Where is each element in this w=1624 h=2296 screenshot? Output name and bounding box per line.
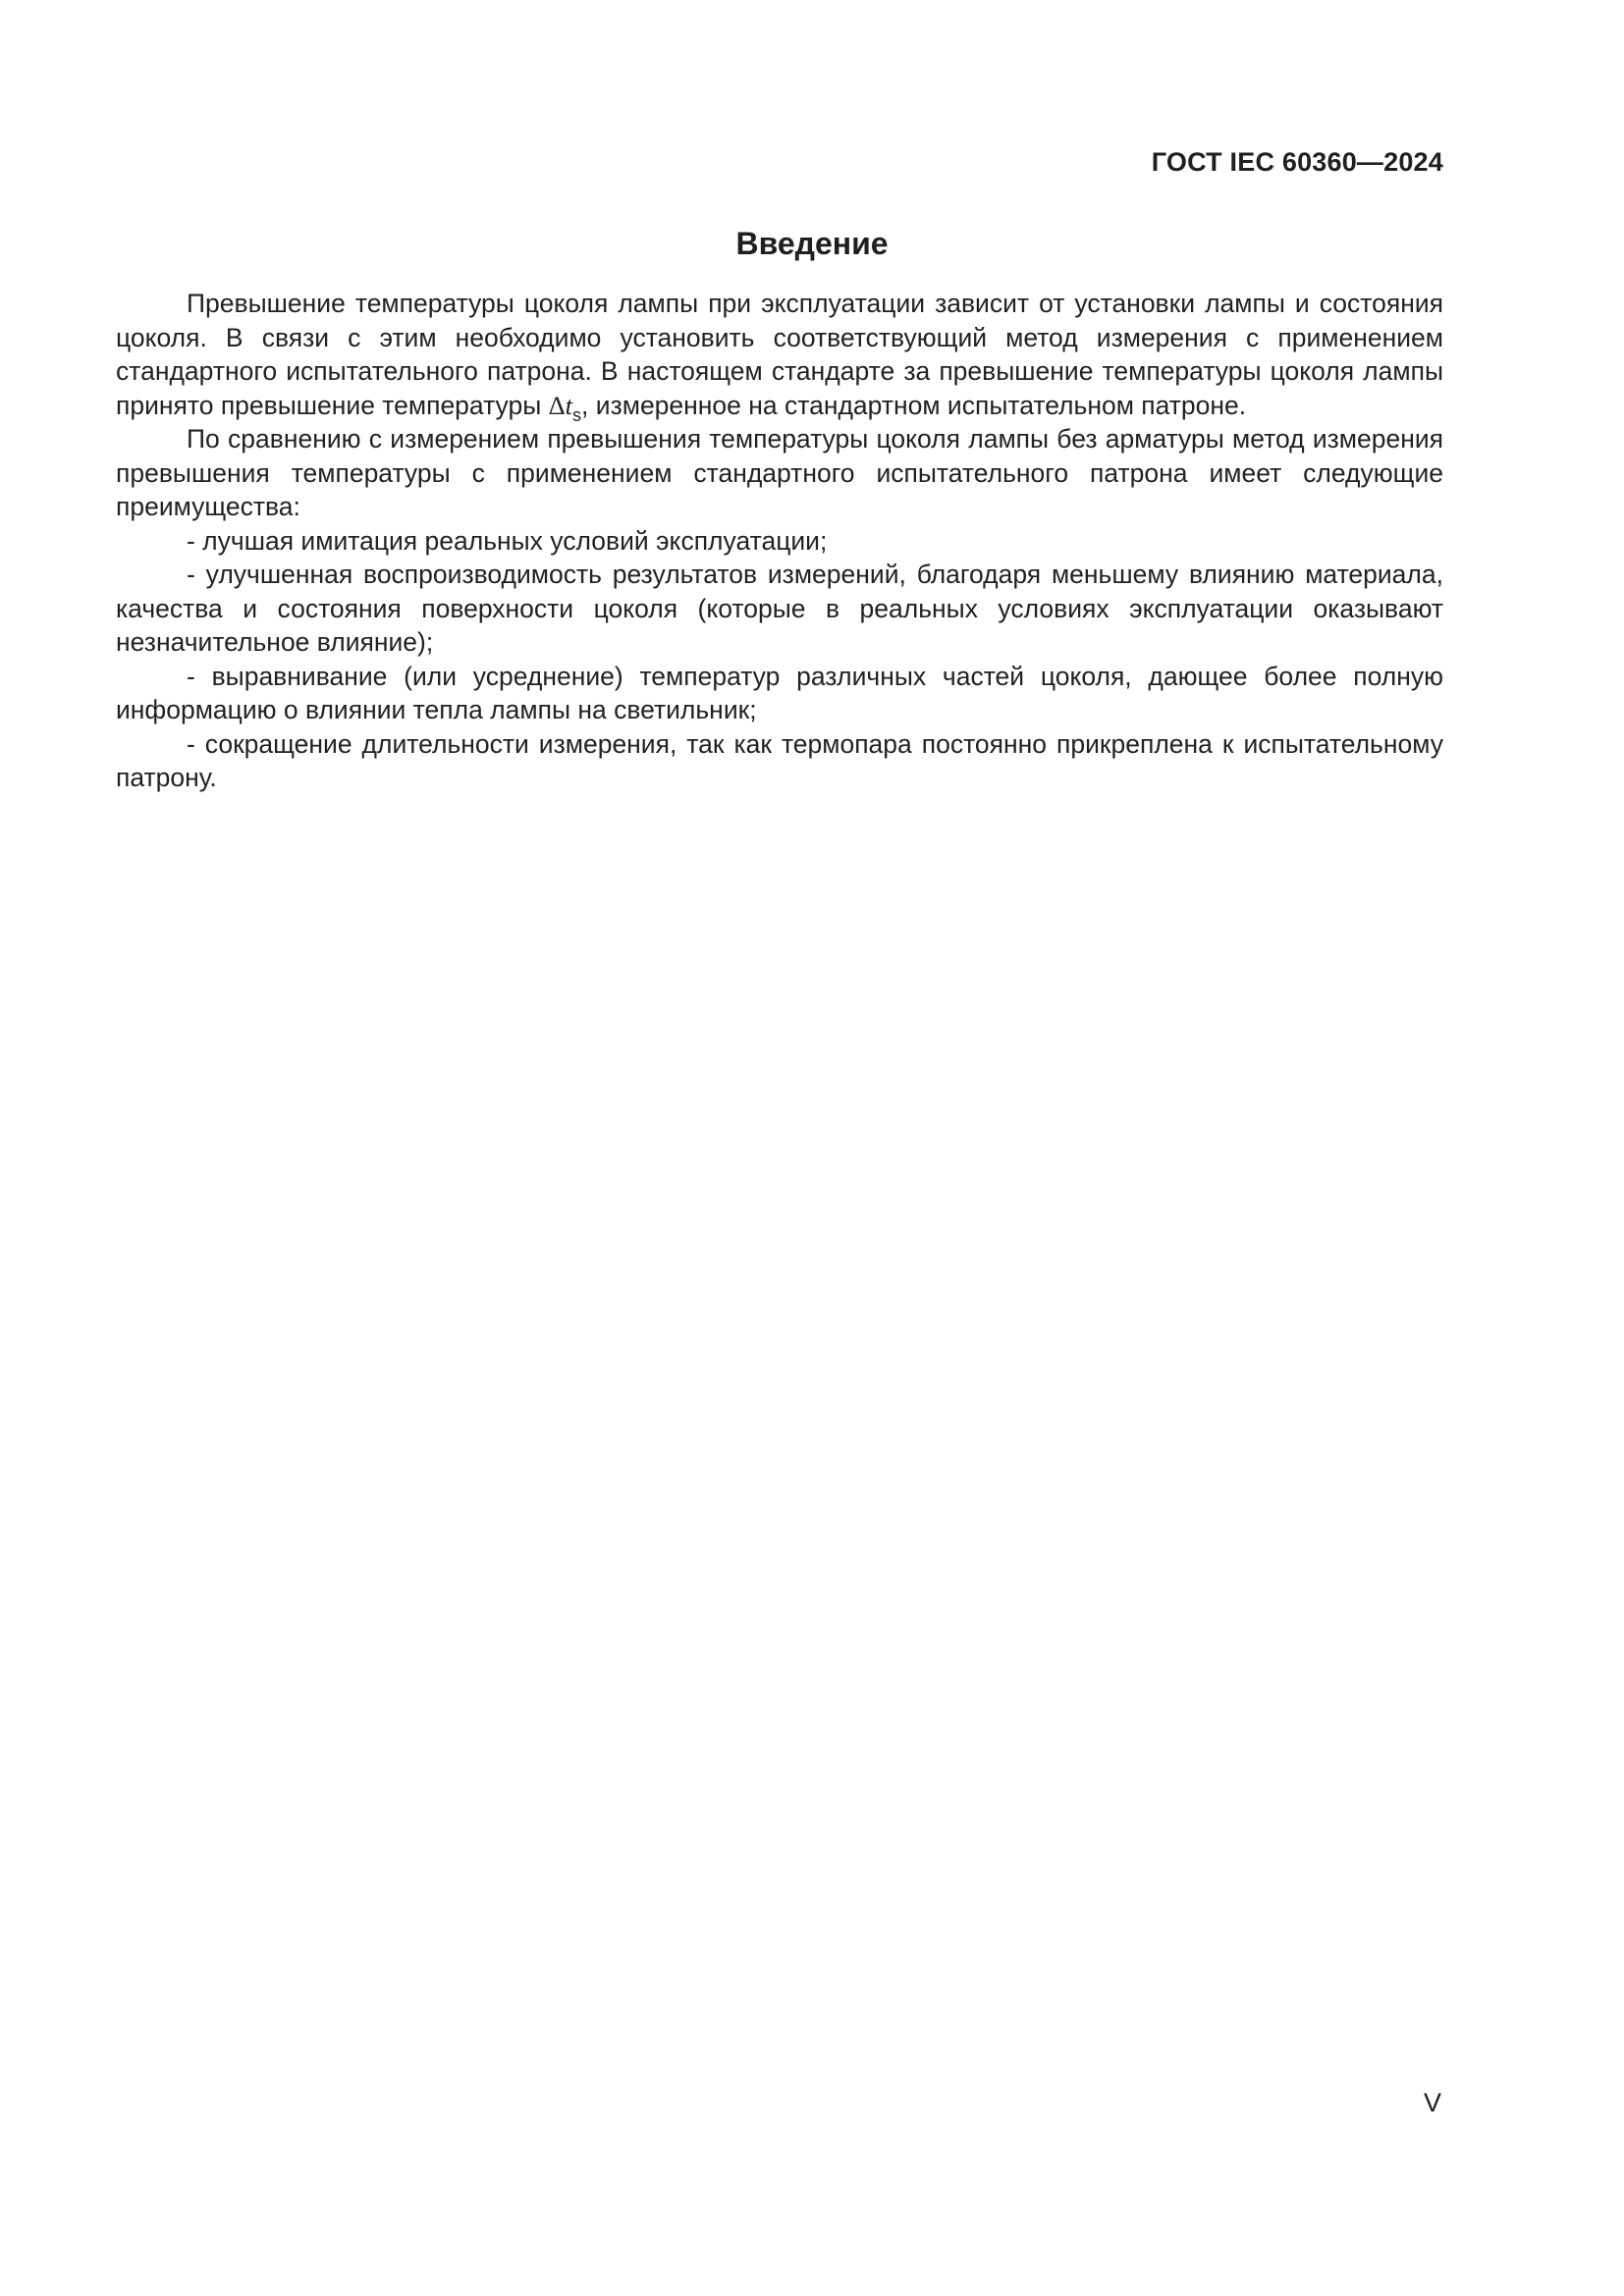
advantage-item: - лучшая имитация реальных условий эксплуатации; bbox=[187, 525, 828, 556]
advantage-item: - сокращение длительности измерения, так как термопара постоянно прикреплена к испытательному патрону. bbox=[116, 728, 1443, 792]
section-title: Введение bbox=[735, 226, 889, 261]
delta-symbol: Δ bbox=[548, 390, 566, 420]
advantage-item: - выравнивание (или усреднение) температур различных частей цоколя, дающее более полную информацию о влиянии тепла лампы на светильник; bbox=[116, 661, 1443, 724]
standard-designation: ГОСТ IEC 60360—2024 bbox=[1151, 147, 1443, 177]
temperature-subscript: s bbox=[572, 404, 582, 425]
temperature-symbol: t bbox=[565, 390, 573, 420]
paragraph-2: По сравнению с измерением превышения температуры цоколя лампы без арматуры метод измерения превышения температуры с применением стандартного испытательного патрона имеет следующие преимущества: bbox=[116, 424, 1443, 521]
page-number: V bbox=[1423, 2088, 1441, 2117]
advantage-item: - улучшенная воспроизводимость результатов измерений, благодаря меньшему влиянию материала, качества и состояния поверхности цоколя (которые в реальных условиях эксплуатации оказывают незначительное влияние); bbox=[116, 560, 1443, 657]
introduction-body bbox=[116, 287, 1443, 795]
paragraph-1-text-before: Превышение температуры цоколя лампы при эксплуатации зависит от установки лампы и состояния цоколя. В связи с этим необходимо установить соответствующий метод измерения с применением стандартного испытательного патрона. В настоящем стандарте за превышение температуры цоколя лампы принято превышение температуры bbox=[116, 289, 1443, 420]
paragraph-1 bbox=[116, 287, 1443, 425]
paragraph-1-text-after: , измеренное на стандартном испытательном патроне. bbox=[581, 390, 1247, 420]
